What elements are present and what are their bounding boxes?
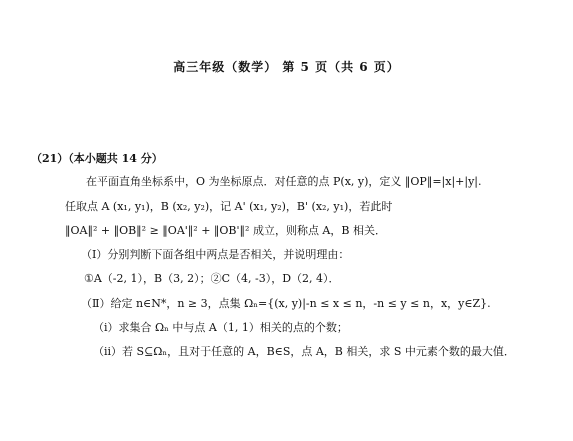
problem-line-3: ‖OA‖² + ‖OB‖² ≥ ‖OA'‖² + ‖OB'‖² 成立，则称点 A，B 相关． bbox=[65, 224, 386, 237]
part-two-heading: （Ⅱ）给定 n∈N*，n ≥ 3，点集 Ωₙ={(x, y)|-n ≤ x ≤ n，-n ≤ y ≤ n，x，y∈Z}. bbox=[81, 297, 491, 310]
problem-heading: （21）（本小题共 14 分） bbox=[31, 152, 163, 165]
problem-line-2: 任取点 A (x₁, y₁)，B (x₂, y₂)，记 A' (x₁, y₂)，B' (x₂, y₁)，若此时 bbox=[65, 200, 393, 213]
part-two-question-ii: （ⅱ）若 S⊆Ωₙ，且对于任意的 A，B∈S，点 A，B 相关，求 S 中元素个数的最大值． bbox=[93, 345, 515, 358]
part-one-points: ①A（-2, 1），B（3, 2）；②C（4, -3），D（2, 4）． bbox=[84, 272, 340, 285]
problem-line-1: 在平面直角坐标系中，O 为坐标原点．对任意的点 P(x, y)，定义 ‖OP‖=|x|+|y|. bbox=[86, 175, 482, 188]
page-header: 高三年级（数学） 第 5 页（共 6 页） bbox=[173, 60, 400, 74]
part-two-question-i: （ⅰ）求集合 Ωₙ 中与点 A（1, 1）相关的点的个数； bbox=[93, 321, 348, 334]
part-one-heading: （Ⅰ）分别判断下面各组中两点是否相关，并说明理由： bbox=[81, 248, 350, 261]
